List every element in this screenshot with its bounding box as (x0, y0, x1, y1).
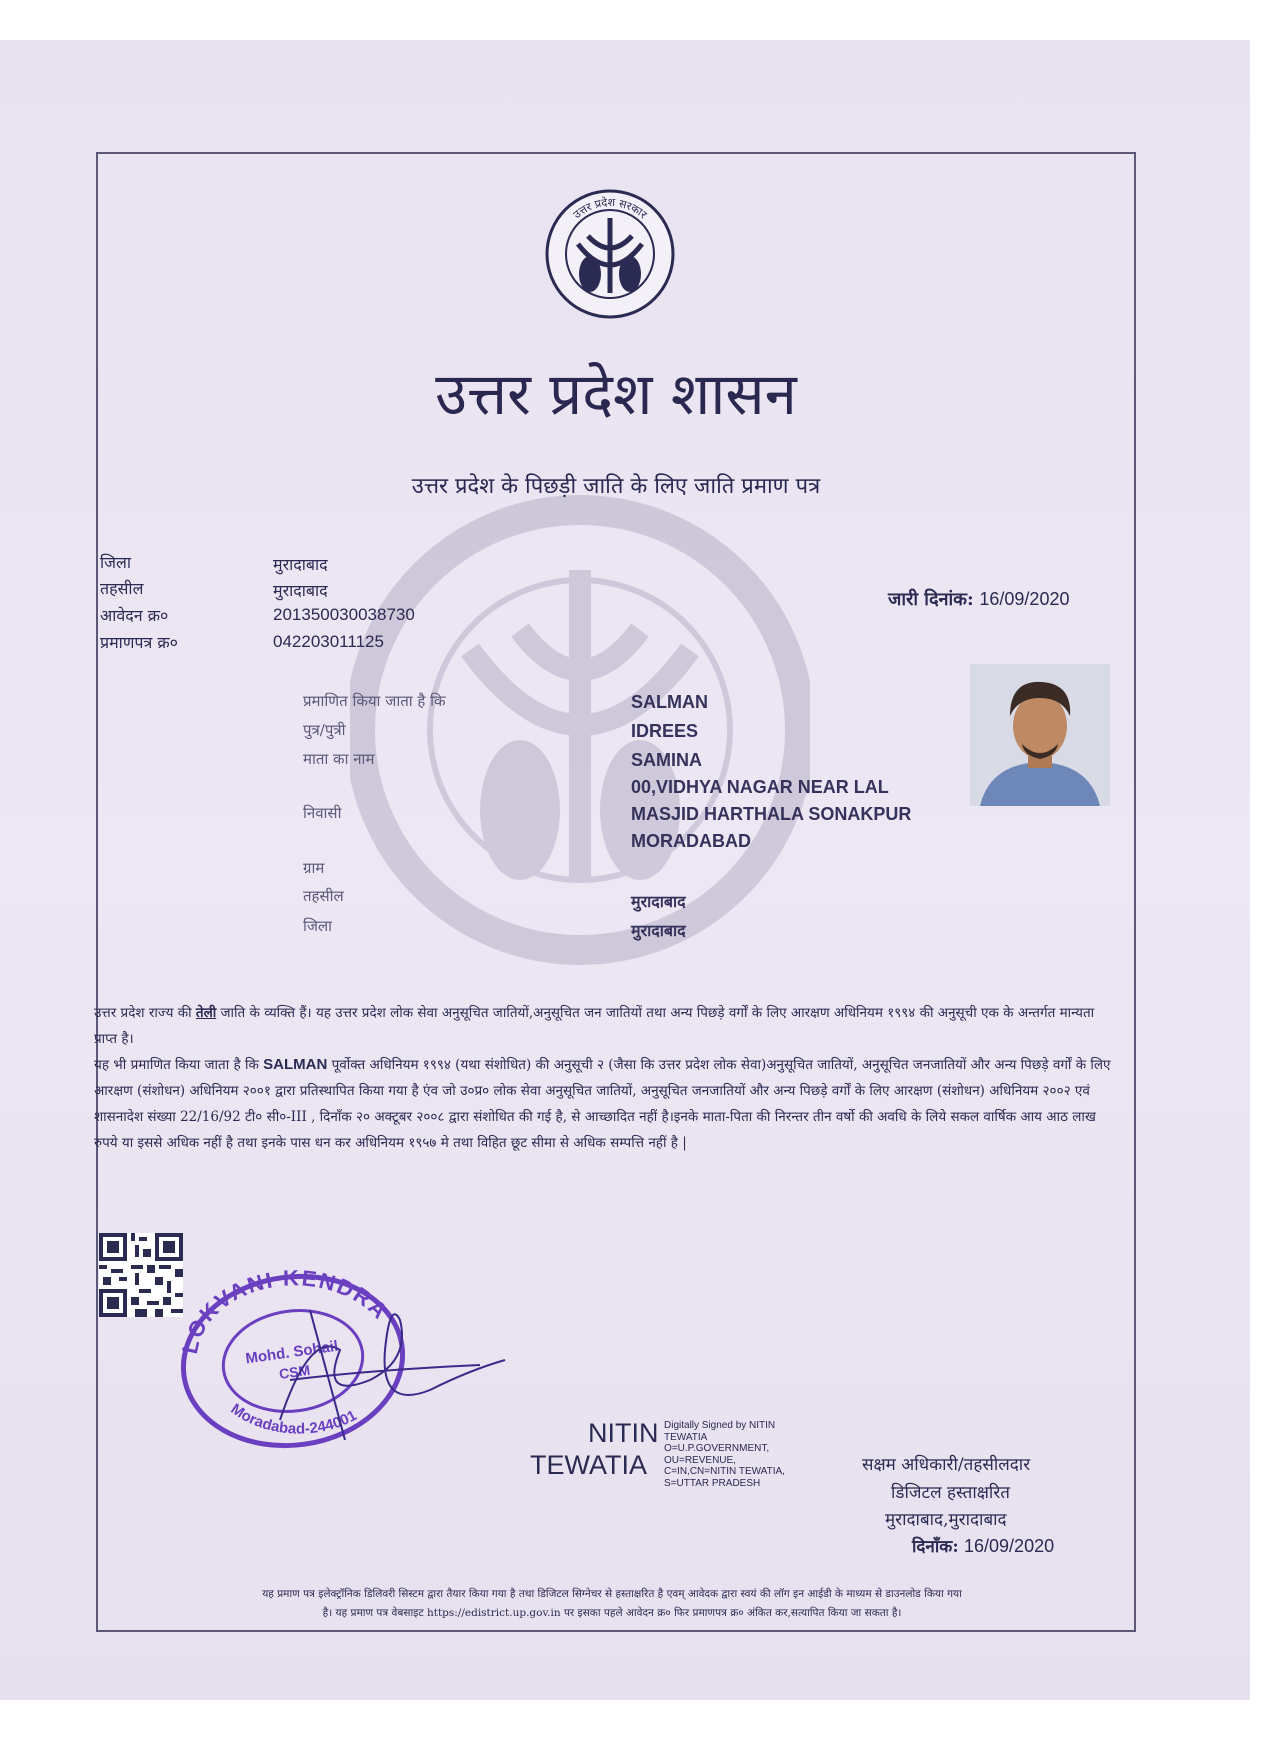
certificate-body (94, 1000, 1119, 1156)
person-district-value: मुरादाबाद (631, 921, 686, 940)
digital-signer-name-2: TEWATIA (530, 1450, 647, 1480)
issue-date: जारी दिनांक: 16/09/2020 (888, 589, 1070, 610)
district-label: जिला (100, 553, 132, 572)
svg-text:Mohd. Sohail: Mohd. Sohail (244, 1337, 340, 1368)
qr-code-icon[interactable] (99, 1233, 183, 1317)
digital-signer-name-1: NITIN (588, 1418, 659, 1448)
svg-text:Moradabad-244001: Moradabad-244001 (227, 1400, 360, 1438)
application-value: 201350030038730 (273, 605, 415, 624)
address-line-1: 00,VIDHYA NAGAR NEAR LAL (631, 777, 889, 797)
svg-text:LOKVANI KENDRA: LOKVANI KENDRA (176, 1265, 394, 1356)
father-name: IDREES (631, 721, 699, 741)
tehsil-label: तहसील (100, 579, 144, 598)
person-name: SALMAN (631, 692, 708, 712)
applicant-photo (970, 664, 1110, 806)
certificate-subtitle: उत्तर प्रदेश के पिछड़ी जाति के लिए जाति प्रमाण पत्र (411, 474, 821, 499)
up-government-emblem-icon (544, 188, 676, 320)
authority-date: दिनाँक: 16/09/2020 (912, 1536, 1055, 1557)
digital-signature-details: Digitally Signed by NITIN TEWATIA O=U.P.GOVERNMENT, OU=REVENUE, C=IN,CN=NITIN TEWATIA, S=UTTAR PRADESH (664, 1420, 785, 1489)
handwritten-signature-icon (250, 1290, 510, 1450)
footer-line-2: है। यह प्रमाण पत्र वेबसाइट https://edistrict.up.gov.in पर इसका पहले आवेदन क्र० फिर प्रमाणपत्र क्र० अंकित कर,सत्यापित किया जा सकता है। (322, 1607, 902, 1619)
tehsil-value: मुरादाबाद (273, 581, 328, 600)
body-paragraph-2: यह भी प्रमाणित किया जाता है कि SALMAN पूर्वोक्त अधिनियम १९९४ (यथा संशोधित) की अनुसूची २ (जैसा कि उत्तर प्रदेश लोक सेवा)अनुसूचित जातियों, अनुसूचित जनजातियों और अन्य पिछड़े वर्गों के लिए आरक्षण (संशोधन) अधिनियम २००१ द्वारा प्रतिस्थापित किया गया है एंव जो उ०प्र० लोक सेवा अनुसूचित जातियों, अनुसूचित जनजातियों और अन्य पिछड़े वर्गों के लिए आरक्षण (संशोधन) अधिनियम २००२ एवं शासनादेश संख्या 22/16/92 टी० सी०-III , दिनाँक २० अक्टूबर २००८ द्वारा संशोधित की गई है, से आच्छादित नहीं है।इनके माता-पिता की निरन्तर तीन वर्षो की अवधि के लिये सकल वार्षिक आय आठ लाख रुपये या इससे अधिक नहीं है तथा इनके पास धन कर अधिनियम १९५७ मे तथा विहित छूट सीमा से अधिक सम्पत्ति नहीं है | (94, 1056, 1111, 1151)
emblem-text: उत्तर प्रदेश सरकार (570, 195, 650, 222)
body-person-name: SALMAN (263, 1056, 328, 1073)
resident-label: निवासी (303, 804, 342, 822)
footer-note (92, 1585, 1132, 1623)
body-paragraph-1: उत्तर प्रदेश राज्य की तेली जाति के व्यक्ति हैं। यह उत्तर प्रदेश लोक सेवा अनुसूचित जातियों,अनुसूचित जन जातियों तथा अन्य पिछड़े वर्गों के लिए आरक्षण अधिनियम १९९४ की अनुसूची एक के अन्तर्गत मान्यता प्राप्त है। (94, 1005, 1095, 1047)
person-tehsil-label: तहसील (303, 887, 344, 905)
person-photo-icon (970, 664, 1110, 806)
svg-text:CSM: CSM (278, 1361, 312, 1382)
caste-name: तेली (195, 1005, 217, 1021)
address-line-3: MORADABAD (631, 831, 751, 851)
emblem-watermark-icon (350, 480, 810, 980)
certify-label: प्रमाणित किया जाता है कि (303, 692, 446, 710)
person-tehsil-value: मुरादाबाद (631, 892, 686, 911)
mother-label: माता का नाम (303, 750, 375, 768)
certificate-number-value: 042203011125 (273, 632, 384, 651)
village-label: ग्राम (303, 859, 325, 877)
district-value: मुरादाबाद (273, 555, 328, 574)
father-label: पुत्र/पुत्री (303, 721, 346, 739)
certificate-number-label: प्रमाणपत्र क्र० (100, 633, 178, 652)
page-title: उत्तर प्रदेश शासन (435, 360, 797, 428)
person-district-label: जिला (303, 917, 333, 935)
mother-name: SAMINA (631, 750, 702, 770)
authority-designation: सक्षम अधिकारी/तहसीलदार (862, 1455, 1031, 1475)
address-line-2: MASJID HARTHALA SONAKPUR (631, 804, 912, 824)
application-label: आवेदन क्र० (100, 606, 169, 625)
authority-signed: डिजिटल हस्ताक्षरित (891, 1483, 1010, 1503)
footer-line-1: यह प्रमाण पत्र इलेक्ट्रॉनिक डिलिवरी सिस्टम द्वारा तैयार किया गया है तथा डिजिटल सिग्नेचर से हस्ताक्षरित है एवम् आवेदक द्वारा स्वयं की लॉग इन आईडी के माध्यम से डाउनलोड किया गया (262, 1588, 962, 1600)
authority-place: मुरादाबाद,मुरादाबाद (885, 1510, 1007, 1530)
